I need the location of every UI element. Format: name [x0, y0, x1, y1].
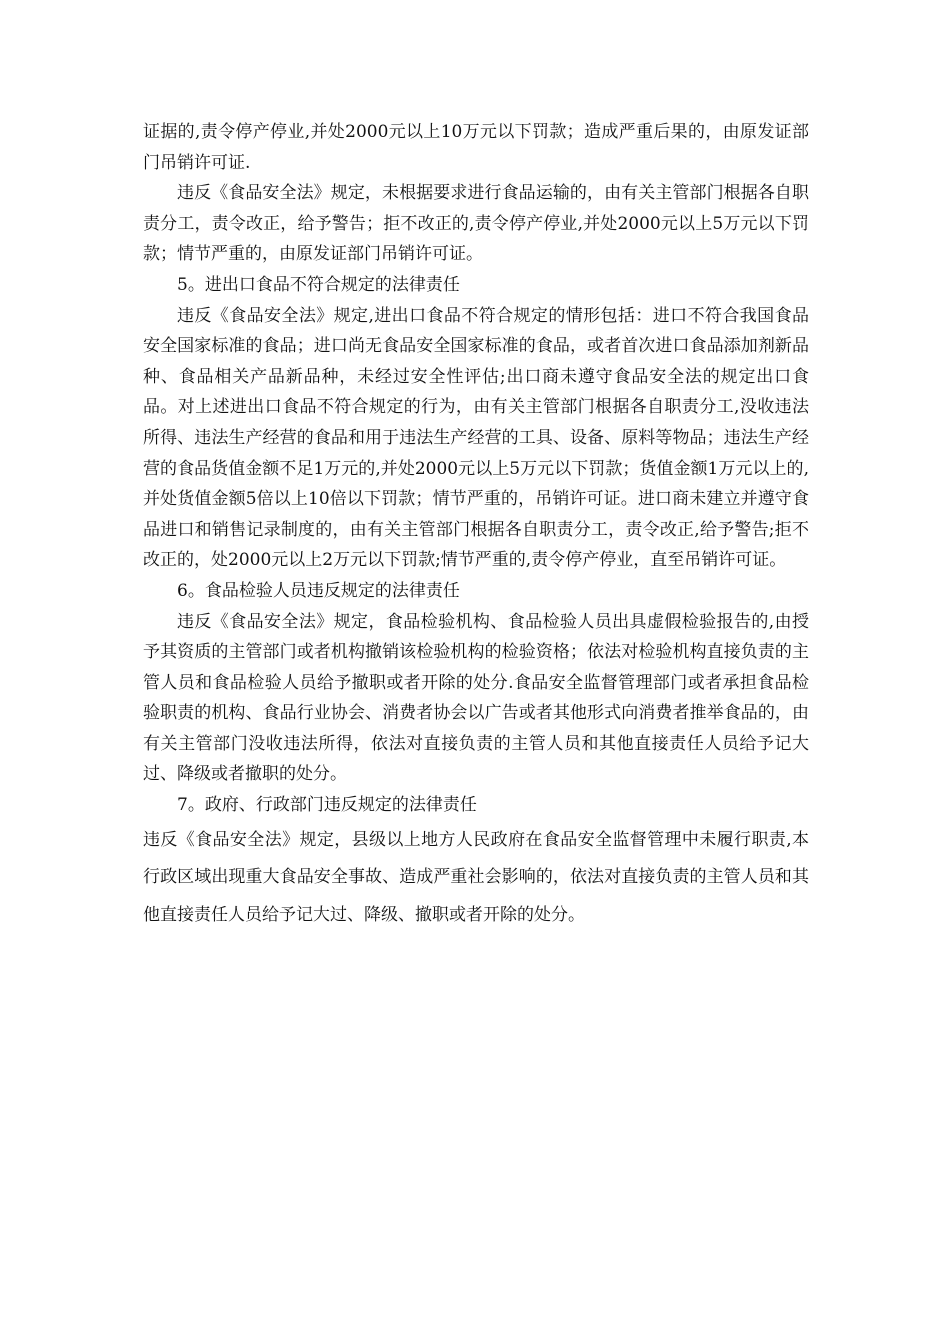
section-heading-7: 7。政府、行政部门违反规定的法律责任 — [177, 795, 477, 816]
paragraph-import-export: 违反《食品安全法》规定,进出口食品不符合规定的情形包括：进口不符合我国食品安全国家标准的食品；进口尚无食品安全国家标准的食品，或者首次进口食品添加剂新品种、食品相关产品新品种，未经过安全性评估;出口商未遵守食品安全法的规定出口食品。对上述进出口食品不符合规定的行为，由有关主管部门根据各自职责分工,没收违法所得、违法生产经营的食品和用于违法生产经营的工具、设备、原料等物品；违法生产经营的食品货值金额不足1万元的,并处2000元以上5万元以下罚款；货值金额1万元以上的,并处货值金额5倍以上10倍以下罚款；情节严重的，吊销许可证。进口商未建立并遵守食品进口和销售记录制度的，由有关主管部门根据各自职责分工，责令改正,给予警告;拒不改正的，处2000元以上2万元以下罚款;情节严重的,责令停产停业，直至吊销许可证。 — [143, 305, 809, 571]
document-page — [143, 117, 809, 934]
section-heading-5: 5。进出口食品不符合规定的法律责任 — [177, 274, 460, 295]
paragraph-inspector-violation: 违反《食品安全法》规定，食品检验机构、食品检验人员出具虚假检验报告的,由授予其资质的主管部门或者机构撤销该检验机构的检验资格；依法对检验机构直接负责的主管人员和食品检验人员给予撤职或者开除的处分.食品安全监督管理部门或者承担食品检验职责的机构、食品行业协会、消费者协会以广告或者其他形式向消费者推举食品的，由有关主管部门没收违法所得，依法对直接负责的主管人员和其他直接责任人员给予记大过、降级或者撤职的处分。 — [143, 611, 809, 785]
section-heading-6: 6。食品检验人员违反规定的法律责任 — [177, 580, 460, 601]
paragraph-government-violation: 违反《食品安全法》规定，县级以上地方人民政府在食品安全监督管理中未履行职责,本行政区域出现重大食品安全事故、造成严重社会影响的，依法对直接负责的主管人员和其他直接责任人员给予记大过、降级、撤职或者开除的处分。 — [143, 829, 809, 925]
paragraph-transport-violation: 违反《食品安全法》规定，未根据要求进行食品运输的，由有关主管部门根据各自职责分工，责令改正，给予警告；拒不改正的,责令停产停业,并处2000元以上5万元以下罚款；情节严重的，由原发证部门吊销许可证。 — [143, 183, 809, 265]
paragraph-continuation: 证据的,责令停产停业,并处2000元以上10万元以下罚款；造成严重后果的，由原发证部门吊销许可证. — [143, 122, 809, 173]
